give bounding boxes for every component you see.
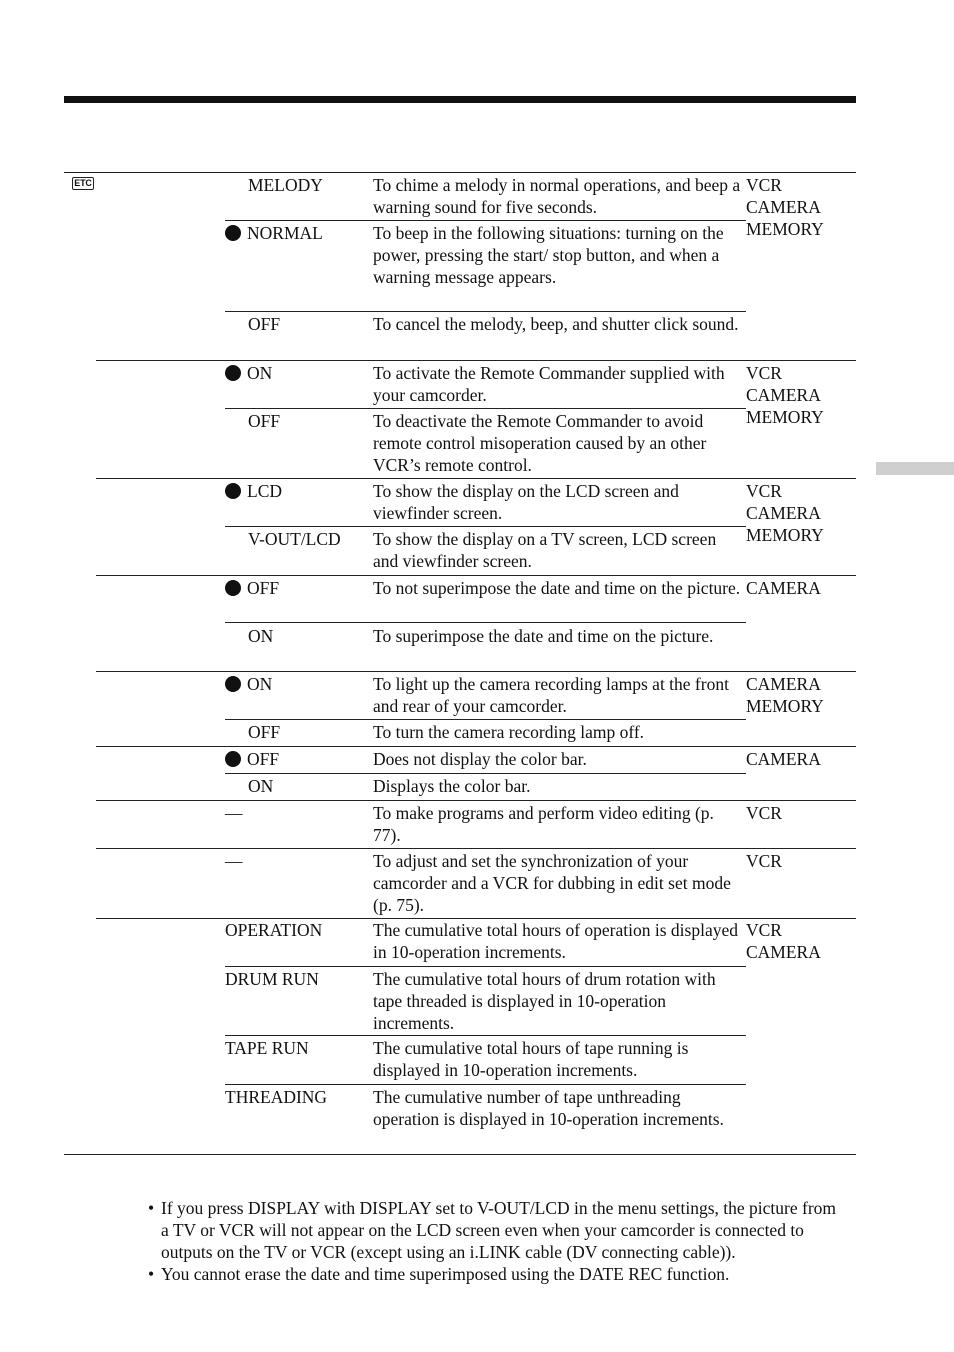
option-value	[225, 1086, 327, 1108]
option-label: V-OUT/LCD	[248, 529, 341, 549]
option-description: The cumulative number of tape unthreading operation is displayed in 10-operation increments.	[373, 1087, 724, 1129]
option-label: ON	[247, 363, 273, 383]
notes	[148, 1197, 848, 1285]
available-modes: CAMERA MEMORY	[746, 674, 824, 716]
group-divider	[96, 360, 856, 361]
row-divider	[225, 1084, 746, 1085]
option-value	[225, 577, 279, 599]
available-modes: VCR CAMERA MEMORY	[746, 481, 824, 545]
available-modes: CAMERA	[746, 749, 821, 769]
group-divider	[96, 746, 856, 747]
available-modes: VCR CAMERA	[746, 920, 821, 962]
option-value	[248, 313, 280, 335]
option-description: The cumulative total hours of tape running is displayed in 10-operation increments.	[373, 1038, 689, 1080]
option-value	[248, 721, 280, 743]
default-setting-icon	[225, 483, 241, 499]
available-modes: CAMERA	[746, 578, 821, 598]
option-value	[248, 625, 273, 647]
option-description: To adjust and set the synchronization of your camcorder and a VCR for dubbing in edit set mode (p. 75).	[373, 851, 731, 915]
note-text: If you press DISPLAY with DISPLAY set to V-OUT/LCD in the menu settings, the picture from a TV or VCR will not appear on the LCD screen even when your camcorder is connected to outputs on the TV or VCR (except using an i.LINK cable (DV connecting cable)).	[161, 1198, 837, 1262]
option-description: To not superimpose the date and time on the picture.	[373, 578, 741, 598]
available-modes: VCR	[746, 803, 782, 823]
available-modes: VCR	[746, 851, 782, 871]
option-description: To light up the camera recording lamps at the front and rear of your camcorder.	[373, 674, 729, 716]
group-divider	[96, 478, 856, 479]
group-divider	[96, 800, 856, 801]
available-modes: VCR CAMERA MEMORY	[746, 363, 824, 427]
row-divider	[225, 622, 746, 623]
option-value	[225, 673, 272, 695]
option-value	[225, 480, 282, 502]
option-description: The cumulative total hours of drum rotation with tape threaded is displayed in 10-operation increments.	[373, 969, 716, 1033]
note-item	[148, 1263, 848, 1285]
row-divider	[225, 408, 746, 409]
option-label: ON	[248, 776, 274, 796]
default-setting-icon	[225, 580, 241, 596]
option-value	[225, 802, 243, 824]
default-setting-icon	[225, 751, 241, 767]
option-label: —	[225, 851, 243, 871]
option-description: Displays the color bar.	[373, 776, 531, 796]
option-label: LCD	[247, 481, 282, 501]
note-text: You cannot erase the date and time superimposed using the DATE REC function.	[161, 1264, 730, 1284]
row-divider	[225, 526, 746, 527]
default-setting-icon	[225, 676, 241, 692]
option-label: OFF	[248, 314, 281, 334]
option-description: To show the display on the LCD screen and viewfinder screen.	[373, 481, 679, 523]
option-description: To beep in the following situations: turning on the power, pressing the start/ stop button, and when a warning message appears.	[373, 223, 724, 287]
option-value	[225, 968, 319, 990]
row-divider	[225, 966, 746, 967]
option-value	[225, 1037, 309, 1059]
option-value	[225, 222, 323, 244]
option-description: To activate the Remote Commander supplied with your camcorder.	[373, 363, 725, 405]
row-divider	[225, 1035, 746, 1036]
option-value	[225, 748, 279, 770]
option-label: NORMAL	[247, 223, 323, 243]
option-description: To superimpose the date and time on the picture.	[373, 626, 714, 646]
available-modes: VCR CAMERA MEMORY	[746, 175, 824, 239]
option-value	[248, 528, 341, 550]
option-description: Does not display the color bar.	[373, 749, 587, 769]
row-divider	[225, 220, 746, 221]
option-label: ON	[248, 626, 274, 646]
option-description: To deactivate the Remote Commander to avoid remote control misoperation caused by an other VCR’s remote control.	[373, 411, 707, 475]
option-label: DRUM RUN	[225, 969, 319, 989]
default-setting-icon	[225, 225, 241, 241]
default-setting-icon	[225, 365, 241, 381]
option-value	[248, 775, 273, 797]
option-label: TAPE RUN	[225, 1038, 309, 1058]
top-rule	[64, 96, 856, 103]
bullet-icon: •	[148, 1198, 155, 1218]
option-description: To turn the camera recording lamp off.	[373, 722, 645, 742]
option-label: MELODY	[248, 175, 323, 195]
row-divider	[225, 311, 746, 312]
option-label: THREADING	[225, 1087, 328, 1107]
option-value	[225, 850, 243, 872]
group-divider	[64, 172, 856, 173]
group-divider	[96, 575, 856, 576]
option-value	[248, 410, 280, 432]
option-label: OFF	[247, 578, 280, 598]
row-divider	[225, 719, 746, 720]
option-value	[225, 919, 322, 941]
group-divider	[96, 671, 856, 672]
bullet-icon: •	[148, 1264, 155, 1284]
option-label: OPERATION	[225, 920, 323, 940]
group-divider	[96, 848, 856, 849]
option-label: —	[225, 803, 243, 823]
option-label: ON	[247, 674, 273, 694]
side-tab-marker	[876, 462, 954, 475]
option-label: OFF	[247, 749, 280, 769]
etc-icon: ETC	[72, 177, 94, 190]
row-divider	[225, 773, 746, 774]
group-divider	[64, 1154, 856, 1155]
option-description: The cumulative total hours of operation is displayed in 10-operation increments.	[373, 920, 738, 962]
option-description: To cancel the melody, beep, and shutter click sound.	[373, 314, 739, 334]
option-label: OFF	[248, 411, 281, 431]
option-value	[225, 362, 272, 384]
option-value	[248, 174, 323, 196]
option-description: To make programs and perform video editing (p. 77).	[373, 803, 714, 845]
note-item	[148, 1197, 848, 1263]
option-description: To chime a melody in normal operations, and beep a warning sound for five seconds.	[373, 175, 741, 217]
option-label: OFF	[248, 722, 281, 742]
option-description: To show the display on a TV screen, LCD screen and viewfinder screen.	[373, 529, 717, 571]
